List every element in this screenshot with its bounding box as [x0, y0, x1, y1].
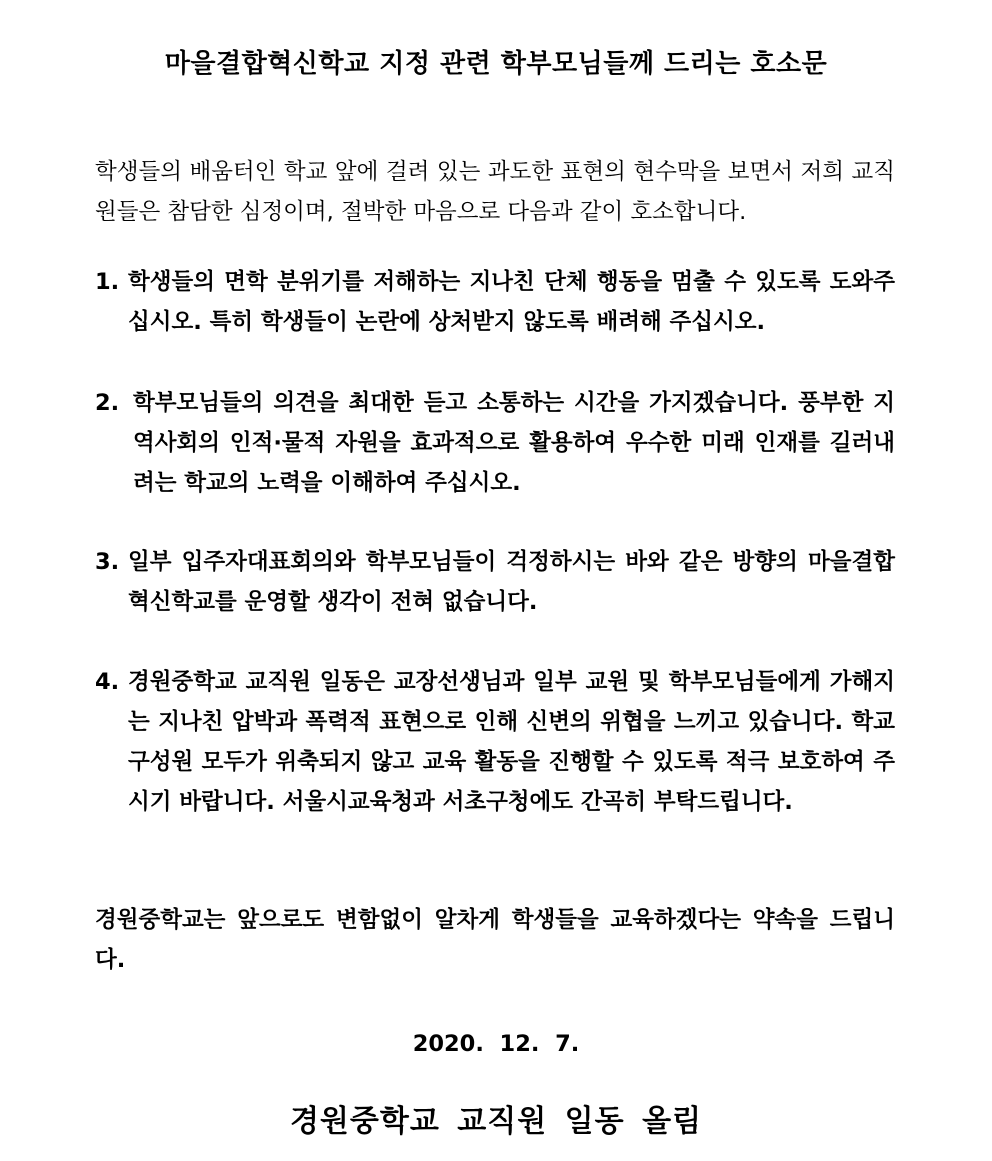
intro-paragraph: 학생들의 배움터인 학교 앞에 걸려 있는 과도한 표현의 현수막을 보면서 저희 교직원들은 참담한 심정이며, 절박한 마음으로 다음과 같이 호소합니다.	[95, 159, 895, 225]
document-title: 마을결합혁신학교 지정 관련 학부모님들께 드리는 호소문	[164, 49, 828, 79]
appeal-item-text: 경원중학교 교직원 일동은 교장선생님과 일부 교원 및 학부모님들에게 가해지는 지나친 압박과 폭력적 표현으로 인해 신변의 위협을 느끼고 있습니다. 학교 구성원 모두가 위축되지 않고 교육 활동을 진행할 수 있도록 적극 보호하여 주시기 바랍니다. 서울시교육청과 서초구청에도 간곡히 부탁드립니다.	[128, 669, 895, 815]
appeal-item-number: 1.	[95, 269, 120, 295]
appeal-item-number: 2.	[95, 390, 120, 416]
appeal-item-text: 학부모님들의 의견을 최대한 듣고 소통하는 시간을 가지겠습니다. 풍부한 지역사회의 인적·물적 자원을 효과적으로 활용하여 우수한 미래 인재를 길러내려는 학교의 노력을 이해하여 주십시오.	[133, 390, 895, 496]
signature: 경원중학교 교직원 일동 올림	[289, 1104, 703, 1139]
closing-paragraph: 경원중학교는 앞으로도 변함없이 알차게 학생들을 교육하겠다는 약속을 드립니다.	[95, 907, 895, 973]
appeal-item-text: 일부 입주자대표회의와 학부모님들이 걱정하시는 바와 같은 방향의 마을결합혁신학교를 운영할 생각이 전혀 없습니다.	[128, 549, 895, 615]
appeal-item-number: 3.	[95, 549, 120, 575]
appeal-item-3	[95, 542, 895, 622]
appeal-item-number: 4.	[95, 669, 120, 695]
appeal-item-text: 학생들의 면학 분위기를 저해하는 지나친 단체 행동을 멈출 수 있도록 도와주십시오. 특히 학생들이 논란에 상처받지 않도록 배려해 주십시오.	[128, 269, 895, 335]
appeal-item-2	[95, 383, 895, 503]
document-date: 2020. 12. 7.	[412, 1031, 580, 1057]
appeal-item-4	[95, 662, 895, 822]
appeal-item-1	[95, 262, 895, 342]
